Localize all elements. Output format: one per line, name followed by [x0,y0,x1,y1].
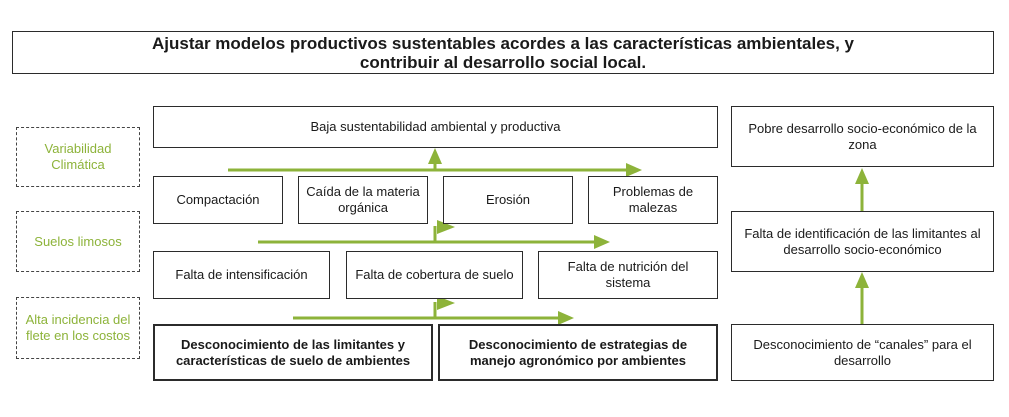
cause-manejo-agronomico: Desconocimiento de estrategias de manejo agronómico por ambientes [438,324,718,381]
arrow-row1-head [626,163,642,177]
arrow-right-lower-head [855,272,869,288]
problem-nutricion: Falta de nutrición del sistema [538,251,718,299]
problem-materia-organica: Caída de la materia orgánica [298,176,428,224]
cause-limitantes-suelo: Desconocimiento de las limitantes y características de suelo de ambientes [153,324,433,381]
problem-compactacion: Compactación [153,176,283,224]
cause-canales-desarrollo: Desconocimiento de “canales” para el desarrollo [731,324,994,381]
problem-erosion: Erosión [443,176,573,224]
problem-cobertura: Falta de cobertura de suelo [346,251,523,299]
arrow-row2-head [594,235,610,249]
problem-identificacion-limitantes: Falta de identificación de las limitantes al desarrollo socio-económico [731,211,994,272]
arrow-row3-head [558,311,574,325]
effect-pobre-desarrollo: Pobre desarrollo socio-económico de la zona [731,106,994,167]
driver-suelos-limosos: Suelos limosos [16,211,140,272]
driver-variabilidad-climatica: Variabilidad Climática [16,127,140,187]
problem-malezas: Problemas de malezas [588,176,718,224]
title-line-2: contribuir al desarrollo social local. [359,53,647,72]
driver-flete: Alta incidencia del flete en los costos [16,297,140,359]
problem-intensificacion: Falta de intensificación [153,251,330,299]
arrow-right-upper-head [855,168,869,184]
arrow-up-top-effect-head [428,148,442,164]
title-line-1: Ajustar modelos productivos sustentables acordes a las características ambientales, y [151,34,854,53]
effect-baja-sustentabilidad: Baja sustentabilidad ambiental y productiva [153,106,718,148]
